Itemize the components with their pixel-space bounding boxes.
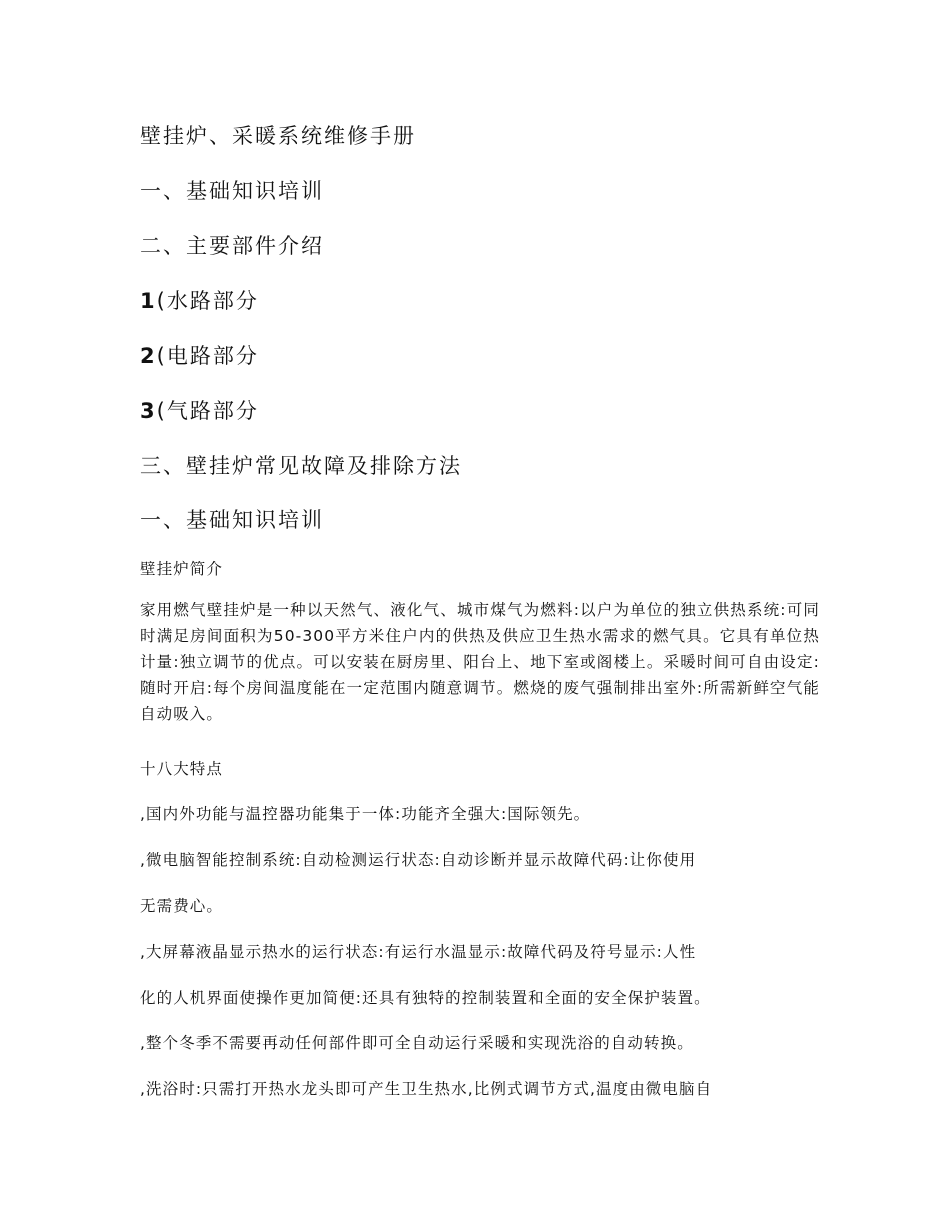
feature-item-2-line2: 无需费心。 — [140, 897, 224, 915]
subitem-number: 3 — [140, 399, 157, 423]
toc-item-basic-training: 一、基础知识培训 — [140, 179, 324, 203]
feature-item-3-line1: ,大屏幕液晶显示热水的运行状态:有运行水温显示:故障代码及符号显示:人性 — [140, 943, 697, 961]
toc-item-main-components: 二、主要部件介绍 — [140, 234, 324, 258]
subitem-label: (水路部分 — [156, 289, 259, 313]
toc-item-faults: 三、壁挂炉常见故障及排除方法 — [140, 454, 462, 478]
subitem-label: (气路部分 — [156, 399, 259, 423]
feature-item-1: ,国内外功能与温控器功能集于一体:功能齐全强大:国际领先。 — [140, 805, 591, 823]
feature-item-5: ,洗浴时:只需打开热水龙头即可产生卫生热水,比例式调节方式,温度由微电脑自 — [140, 1080, 713, 1098]
toc-subitem-gas-circuit — [140, 395, 259, 425]
subitem-number: 1 — [140, 289, 157, 313]
intro-paragraph: 家用燃气壁挂炉是一种以天然气、液化气、城市煤气为燃料:以户为单位的独立供热系统:可同时满足房间面积为50-300平方米住户内的供热及供应卫生热水需求的燃气具。它具有单位热计量:独立调节的优点。可以安装在厨房里、阳台上、地下室或阁楼上。采暖时间可自由设定:随时开启:每个房间温度能在一定范围内随意调节。燃烧的废气强制排出室外:所需新鲜空气能自动吸入。 — [140, 601, 820, 723]
intro-title: 壁挂炉简介 — [140, 560, 224, 578]
document-title: 壁挂炉、采暖系统维修手册 — [140, 124, 416, 148]
section-heading: 一、基础知识培训 — [140, 508, 324, 532]
toc-subitem-electric-circuit — [140, 340, 259, 370]
feature-item-2-line1: ,微电脑智能控制系统:自动检测运行状态:自动诊断并显示故障代码:让你使用 — [140, 851, 697, 869]
toc-subitem-water-circuit — [140, 285, 259, 315]
subitem-number: 2 — [140, 344, 157, 368]
subitem-label: (电路部分 — [156, 344, 259, 368]
feature-item-3-line2: 化的人机界面使操作更加简便:还具有独特的控制装置和全面的安全保护装置。 — [140, 989, 711, 1007]
features-title: 十八大特点 — [140, 760, 224, 778]
feature-item-4: ,整个冬季不需要再动任何部件即可全自动运行采暖和实现洗浴的自动转换。 — [140, 1034, 694, 1052]
